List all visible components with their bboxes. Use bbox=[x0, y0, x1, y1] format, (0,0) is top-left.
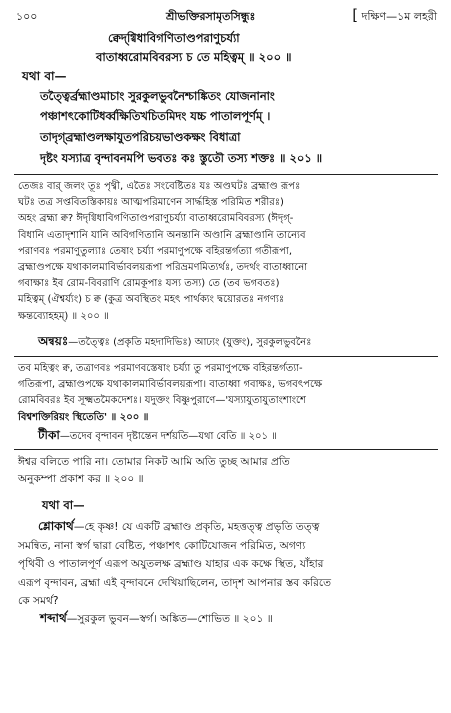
translation-block bbox=[18, 454, 290, 488]
divider-1 bbox=[14, 174, 438, 175]
section-title bbox=[352, 6, 437, 27]
commentary-line: বিধানি এতাদৃশানি যানি অবিগণিতানি অনন্তানি অণ্ডানি ব্রহ্মাণ্ডানি তান্যেব bbox=[18, 229, 306, 241]
translation-line: ঈশ্বর বলিতে পারি না। তোমার নিকট আমি অতি তুচ্ছ আমার প্রতি bbox=[18, 456, 290, 468]
commentary-line: ক্ষন্তব্যোহহম্‌) ॥ ২০০ ॥ bbox=[18, 310, 109, 322]
page-number: ১০০ bbox=[16, 10, 38, 23]
commentary-line: বিশ্বশক্তিরিয়ং স্থিতেতি' ॥ ২০০ ॥ bbox=[18, 411, 149, 423]
commentary-line: তেজঃ বার্‌ জলং তূঃ পৃথ্বী, এতৈঃ সংবেষ্টিতঃ যঃ অণ্ডঘটঃ ব্রহ্মাণ্ড রূপঃ bbox=[18, 181, 301, 192]
verse-201-line-4: দৃষ্টং যস্যাত্র বৃন্দাবনমপি ভবতঃ কঃ স্তুতৌ তস্য শক্তঃ ॥ ২০১ ॥ bbox=[40, 151, 323, 165]
page-header bbox=[16, 6, 437, 24]
verse-201-line-3: তাদৃগ্‌ব্রহ্মাণ্ডলক্ষাযুতপরিচয়ভাণ্ডকক্ষং বিধাত্রা bbox=[40, 130, 241, 144]
verse-201-line-2: পঞ্চাশৎকোটিধর্ব্বক্ষিতিখচিতমিদং যচ্চ পাতালপূর্ণম্‌ । bbox=[40, 109, 271, 123]
section-label: দক্ষিণ—১ম লহরী bbox=[361, 10, 437, 23]
commentary-block-2 bbox=[18, 361, 322, 426]
translation-line: অনুকম্পা প্রকাশ কর ॥ ২০০ ॥ bbox=[18, 473, 144, 485]
verse-201-line-1: তত্ত্বৈর্ব্রহ্মাণ্ডমাচাং সুরকুলভুবনৈশ্চাঙ্কিতং যোজনানাং bbox=[40, 89, 275, 103]
commentary-line: ঘটঃ তত্র সপ্তবিতস্তিকায়ঃ আত্মপরিমাণেন সার্দ্ধহিস্ত পরিমিত শরীরঃ) bbox=[18, 197, 284, 209]
shabdartha-line bbox=[40, 610, 273, 627]
shlokartha-line: পৃথিবী ও পাতালপূর্ণ এরূপ অযুতলক্ষ ব্রহ্মাণ্ড যাহার এক কক্ষে স্থিত, যাঁহার bbox=[18, 558, 324, 571]
tika-line bbox=[38, 427, 277, 445]
shabdartha-text: —সুরকুল ভুবন—স্বর্গ। অঙ্কিত—শোভিত ॥ ২০১ ॥ bbox=[66, 613, 273, 625]
section-bracket: [ bbox=[352, 6, 359, 24]
divider-3 bbox=[14, 449, 438, 450]
commentary-line: গবাক্ষাঃ ইব রোম-বিবরাণি রোমকূপাঃ যস্য তস্য) তে (তব ভগবতঃ) bbox=[18, 278, 280, 290]
commentary-line: ব্রহ্মাণ্ডপক্ষে যথাকালমাবির্ভাবলয়রূপা পরিভ্রমণমিত্যর্থঃ, তদর্থং বাতাধ্বানো bbox=[18, 262, 308, 274]
shlokartha-line: সমন্বিত, নানা স্বর্গ দ্বারা বেষ্টিত, পঞ্চাশৎ কোটিযোজন পরিমিত, অগণ্য bbox=[18, 539, 306, 552]
commentary-line: অহং ব্রহ্মা ক্ব? ঈদৃগ্বিধাবিগণিতাণ্ডপরাণুচর্য্যা বাতাধ্বরোমবিবরস্য (ঈদৃগ্‌- bbox=[18, 213, 294, 225]
shlokartha-block bbox=[18, 517, 331, 611]
commentary-line: গতিরূপা, ব্রহ্মাণ্ডপক্ষে যথাকালমাবির্ভাবলয়রূপা। বাতাধ্বা গবাক্ষঃ, ভগবৎপক্ষে bbox=[18, 379, 323, 391]
shlokartha-first-line: শ্লোকার্থ—হে কৃষ্ণ! যে একটি ব্রহ্মাণ্ড প্রকৃতি, মহত্তত্ত্ব প্রভৃতি তত্ত্ব bbox=[38, 519, 320, 533]
shlokartha-label: শ্লোকার্থ bbox=[38, 519, 74, 533]
commentary-line: তব মহিত্বং ক্ব, তত্রাণবঃ পরমাণবস্তেষাং চর্য্যা তু পরমাণুপক্ষে বহিরন্তর্গত্যা- bbox=[18, 363, 303, 374]
commentary-line: পরাণবঃ পরমাণুতুল্যাঃ তেষাং চর্য্যা পরমাণুপক্ষে বহিরন্তর্গত্যা গতীরূপা, bbox=[18, 245, 293, 257]
divider-2 bbox=[14, 356, 438, 357]
tika-label: টীকা bbox=[38, 428, 60, 442]
shlokartha-line: এরূপ বৃন্দাবন, ব্রহ্মা এই বৃন্দাবনে দেখিয়াছিলেন, তাদৃশ আপনার স্তব করিতে bbox=[18, 576, 332, 589]
anvaya-label: অন্বয়ঃ bbox=[38, 334, 69, 348]
commentary-line: রোমবিবরঃ ইব সূক্ষ্মতমৈকদেশঃ। যদুক্তং বিষ্ণুপুরাণে—'যস্যাযুতাযুতাংশাংশে bbox=[18, 395, 306, 407]
yatha-va-heading-2: যথা বা— bbox=[42, 498, 85, 512]
verse-200-line-2: বাতাধ্বরোমবিবরস্য চ তে মহিত্বম্‌ ॥ ২০০ ॥ bbox=[96, 50, 292, 64]
commentary-line: মহিত্বম্‌ (ঐশ্বর্য্যং) চ ক্ব (কুত্র অবস্থিতং মহৎ পার্থক্যং দ্বয়োরতঃ নগণ্যঃ bbox=[18, 294, 285, 306]
anvaya-line bbox=[38, 333, 311, 351]
commentary-block-1 bbox=[18, 179, 307, 325]
shlokartha-line: কে সমর্থ? bbox=[18, 595, 59, 608]
shabdartha-label: শব্দার্থ bbox=[40, 611, 67, 625]
tika-text: —তদেব বৃন্দাবন দৃষ্টান্তেন দর্শয়তি—যথা বেতি ॥ ২০১ ॥ bbox=[59, 431, 277, 442]
verse-200-line-1: ক্বেদ্‌গ্বিধাবিগণিতাণ্ডপরাণুচর্য্যা bbox=[108, 31, 240, 45]
book-title: শ্রীভক্তিরসামৃতসিন্ধুঃ bbox=[166, 10, 256, 23]
yatha-va-heading: যথা বা— bbox=[22, 69, 67, 83]
anvaya-text: —তত্ত্বৈঃ (প্রকৃতি মহদাদিভিঃ) আঢ্যং (যুক্তং), সুরকুলভুবনৈঃ bbox=[68, 337, 312, 348]
